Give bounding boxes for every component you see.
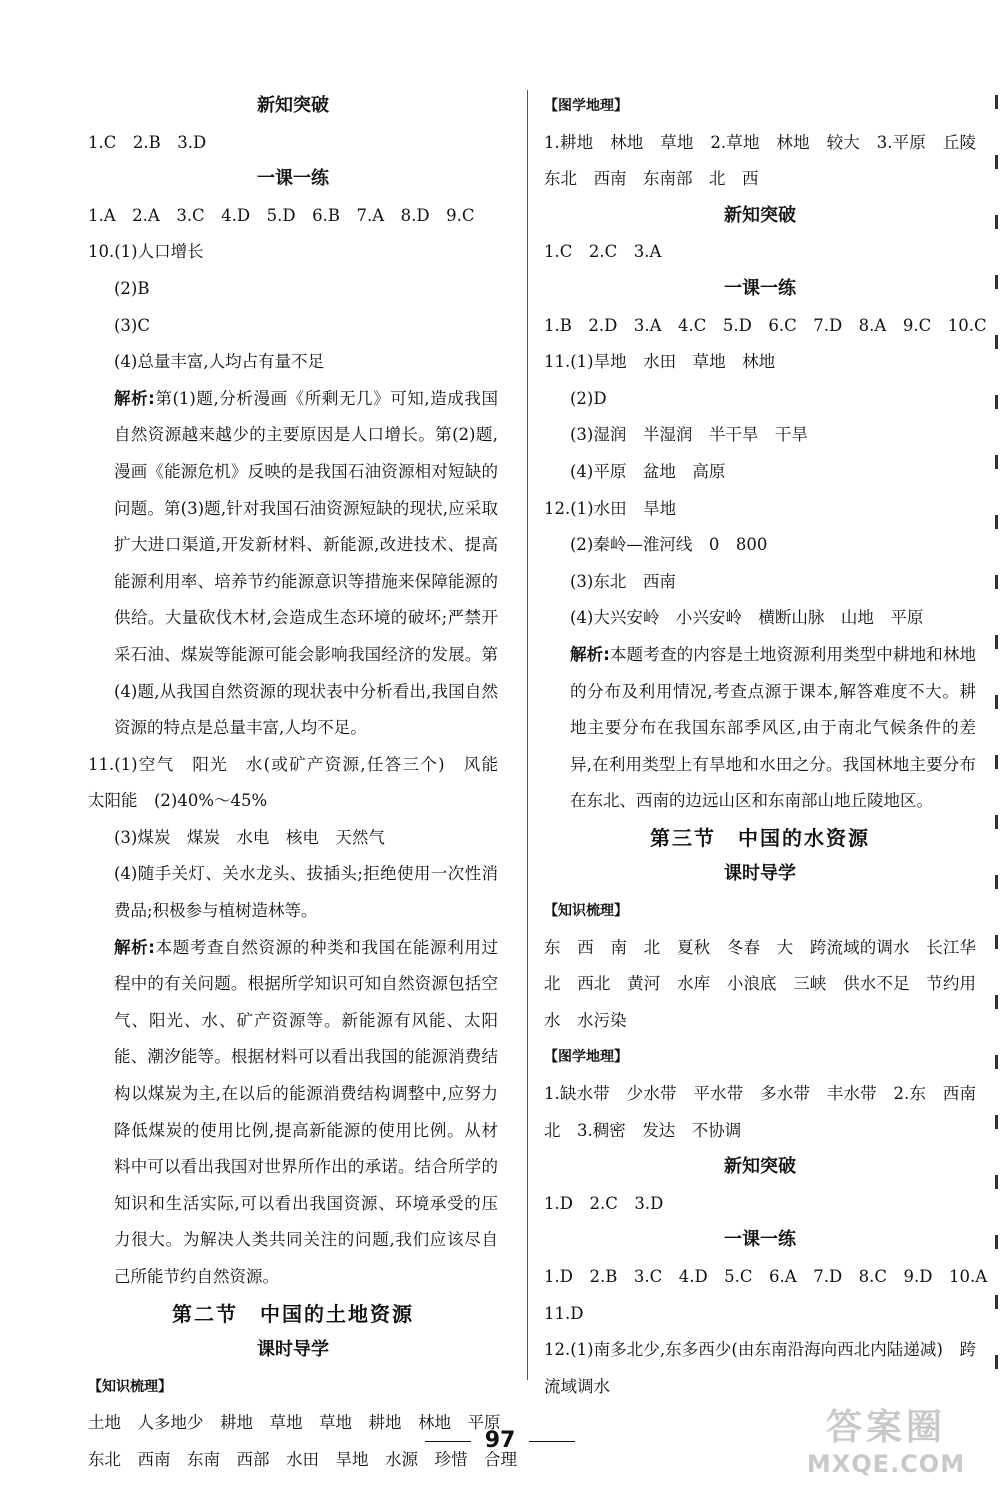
- q11-part1: 11.(1)旱地 水田 草地 林地: [544, 352, 776, 372]
- q12-part4: (4)大兴安岭 小兴安岭 横断山脉 山地 平原: [570, 608, 924, 628]
- q12-part3: (3)东北 西南: [570, 571, 676, 591]
- analysis-text: 本题考查的内容是土地资源利用类型中耕地和林地的分布及利用情况,考查点源于课本,解答难度不大。耕地主要分布在我国东部季风区,由于南北气候条件的差异,在利用类型上有旱地和水田之分。我国林地主要分布在东北、西南的边远山区和东南部山地丘陵地区。: [570, 644, 976, 811]
- analysis-q11: [88, 930, 498, 1296]
- page-number-dash-left: [425, 1441, 471, 1442]
- section-title-water-resources: 第三节 中国的水资源: [650, 825, 870, 850]
- analysis-text: 本题考查自然资源的种类和我国在能源利用过程中的有关问题。根据所学知识可知自然资源包括空气、阳光、水、矿产资源等。新能源有风能、太阳能、潮汐能等。根据材料可以看出我国的能源消费结构以煤炭为主,在以后的能源消费结构调整中,应努力降低煤炭的使用比例,提高新能源的使用比例。从材料中可以看出我国对世界所作出的承诺。结合所学的知识和生活实际,可以看出我国资源、环境承受的压力很大。为解决人类共同关注的问题,我们应该尽自己所能节约自然资源。: [114, 937, 499, 1286]
- page-number-dash-right: [529, 1441, 575, 1442]
- map-answers: 1.耕地 林地 草地 2.草地 林地 较大 3.平原 丘陵东北 西南 东南部 北 西: [544, 132, 976, 189]
- analysis-label: 解析:: [114, 937, 155, 957]
- answers-1-10: 1.B 2.D 3.A 4.C 5.D 6.C 7.D 8.A 9.C 10.C: [544, 315, 987, 335]
- answers-new-knowledge: 1.C 2.C 3.A: [544, 242, 662, 262]
- column-divider: [527, 90, 528, 1380]
- heading-new-knowledge-2: 新知突破: [724, 1156, 796, 1178]
- knowledge-water: 东 西 南 北 夏秋 冬春 大 跨流域的调水 长江华北 西北 黄河 水库 小浪底 三峡 供水不足 节约用水 水污染: [544, 937, 976, 1030]
- q10-part4: (4)总量丰富,人均占有量不足: [114, 352, 325, 372]
- q10-part3: (3)C: [114, 315, 150, 335]
- q11-part3: (3)煤炭 煤炭 水电 核电 天然气: [114, 827, 385, 847]
- tag-knowledge: 【知识梳理】: [88, 1378, 172, 1395]
- tag-map-geography: 【图学地理】: [544, 98, 628, 114]
- analysis-label: 解析:: [570, 644, 610, 664]
- answers-new-knowledge-2: 1.D 2.C 3.D: [544, 1193, 664, 1213]
- q12-b: 12.(1)南多北少,东多西少(由东南沿海向西北内陆递减) 跨流域调水: [544, 1340, 976, 1396]
- right-column: [544, 88, 993, 1405]
- q11-b: 11.D: [544, 1303, 584, 1323]
- answers-new-knowledge: 1.C 2.B 3.D: [88, 132, 207, 152]
- q11-part4: (4)平原 盆地 高原: [570, 461, 726, 481]
- watermark-bottom-text: MXQE.COM: [806, 1450, 966, 1478]
- page-number-text: 97: [484, 1428, 516, 1453]
- watermark-top-text: 答案圈: [825, 1407, 946, 1448]
- analysis-q10: [88, 381, 498, 747]
- heading-practice: 一课一练: [257, 168, 329, 190]
- q11-part1: 11.(1)空气 阳光 水(或矿产资源,任答三个) 风能 太阳能 (2)40%～45%: [88, 754, 515, 811]
- answers-1-10-b: 1.D 2.B 3.C 4.D 5.C 6.A 7.D 8.C 9.D 10.A: [544, 1267, 988, 1286]
- heading-lesson-guide: 课时导学: [724, 863, 796, 885]
- knowledge-line-2: 东北 西南 东南 西部 水田 旱地 水源 珍惜 合理: [88, 1449, 517, 1469]
- q12-part1: 12.(1)水田 旱地: [544, 498, 677, 518]
- q12-part2: (2)秦岭—淮河线 0 800: [570, 535, 768, 555]
- q11-part2: (2)D: [570, 388, 607, 408]
- heading-new-knowledge: 新知突破: [724, 204, 796, 226]
- q11-part3: (3)湿润 半湿润 半干旱 干旱: [570, 425, 808, 445]
- knowledge-line-1: 土地 人多地少 耕地 草地 草地 耕地 林地 平原: [88, 1413, 501, 1433]
- q10-part2: (2)B: [114, 278, 150, 298]
- analysis-q12: [544, 637, 976, 820]
- heading-practice-2: 一课一练: [724, 1229, 796, 1251]
- heading-lesson-guide: 课时导学: [257, 1339, 329, 1361]
- map-answers-2: 1.缺水带 少水带 平水带 多水带 丰水带 2.东 西南 北 3.稠密 发达 不协调: [544, 1084, 993, 1140]
- q10-part1: 10.(1)人口增长: [88, 242, 204, 262]
- q11-part4: (4)随手关灯、关水龙头、拔插头;拒绝使用一次性消费品;积极参与植树造林等。: [114, 864, 498, 921]
- heading-practice: 一课一练: [724, 277, 796, 299]
- section-title-land-resources: 第二节 中国的土地资源: [172, 1301, 414, 1326]
- watermark-logo: [786, 1406, 986, 1486]
- analysis-text: 第(1)题,分析漫画《所剩无几》可知,造成我国自然资源越来越少的主要原因是人口增长。第(2)题,漫画《能源危机》反映的是我国石油资源相对短缺的问题。第(3)题,针对我国石油资源短缺的现状,应采取扩大进口渠道,开发新材料、新能源,改进技术、提高能源利用率、培养节约能源意识等措施来保障能源的供给。大量砍伐木材,会造成生态环境的破坏;严禁开采石油、煤炭等能源可能会影响我国经济的发展。第(4)题,从我国自然资源的现状表中分析看出,我国自然资源的特点是总量丰富,人均不足。: [114, 388, 498, 738]
- answers-1-9: 1.A 2.A 3.C 4.D 5.D 6.B 7.A 8.D 9.C: [88, 205, 475, 225]
- analysis-label: 解析:: [114, 388, 155, 408]
- heading-new-knowledge: 新知突破: [257, 95, 329, 116]
- tag-knowledge: 【知识梳理】: [544, 903, 628, 920]
- page-edge-marks: [995, 95, 998, 1415]
- tag-map-geography-2: 【图学地理】: [544, 1049, 628, 1066]
